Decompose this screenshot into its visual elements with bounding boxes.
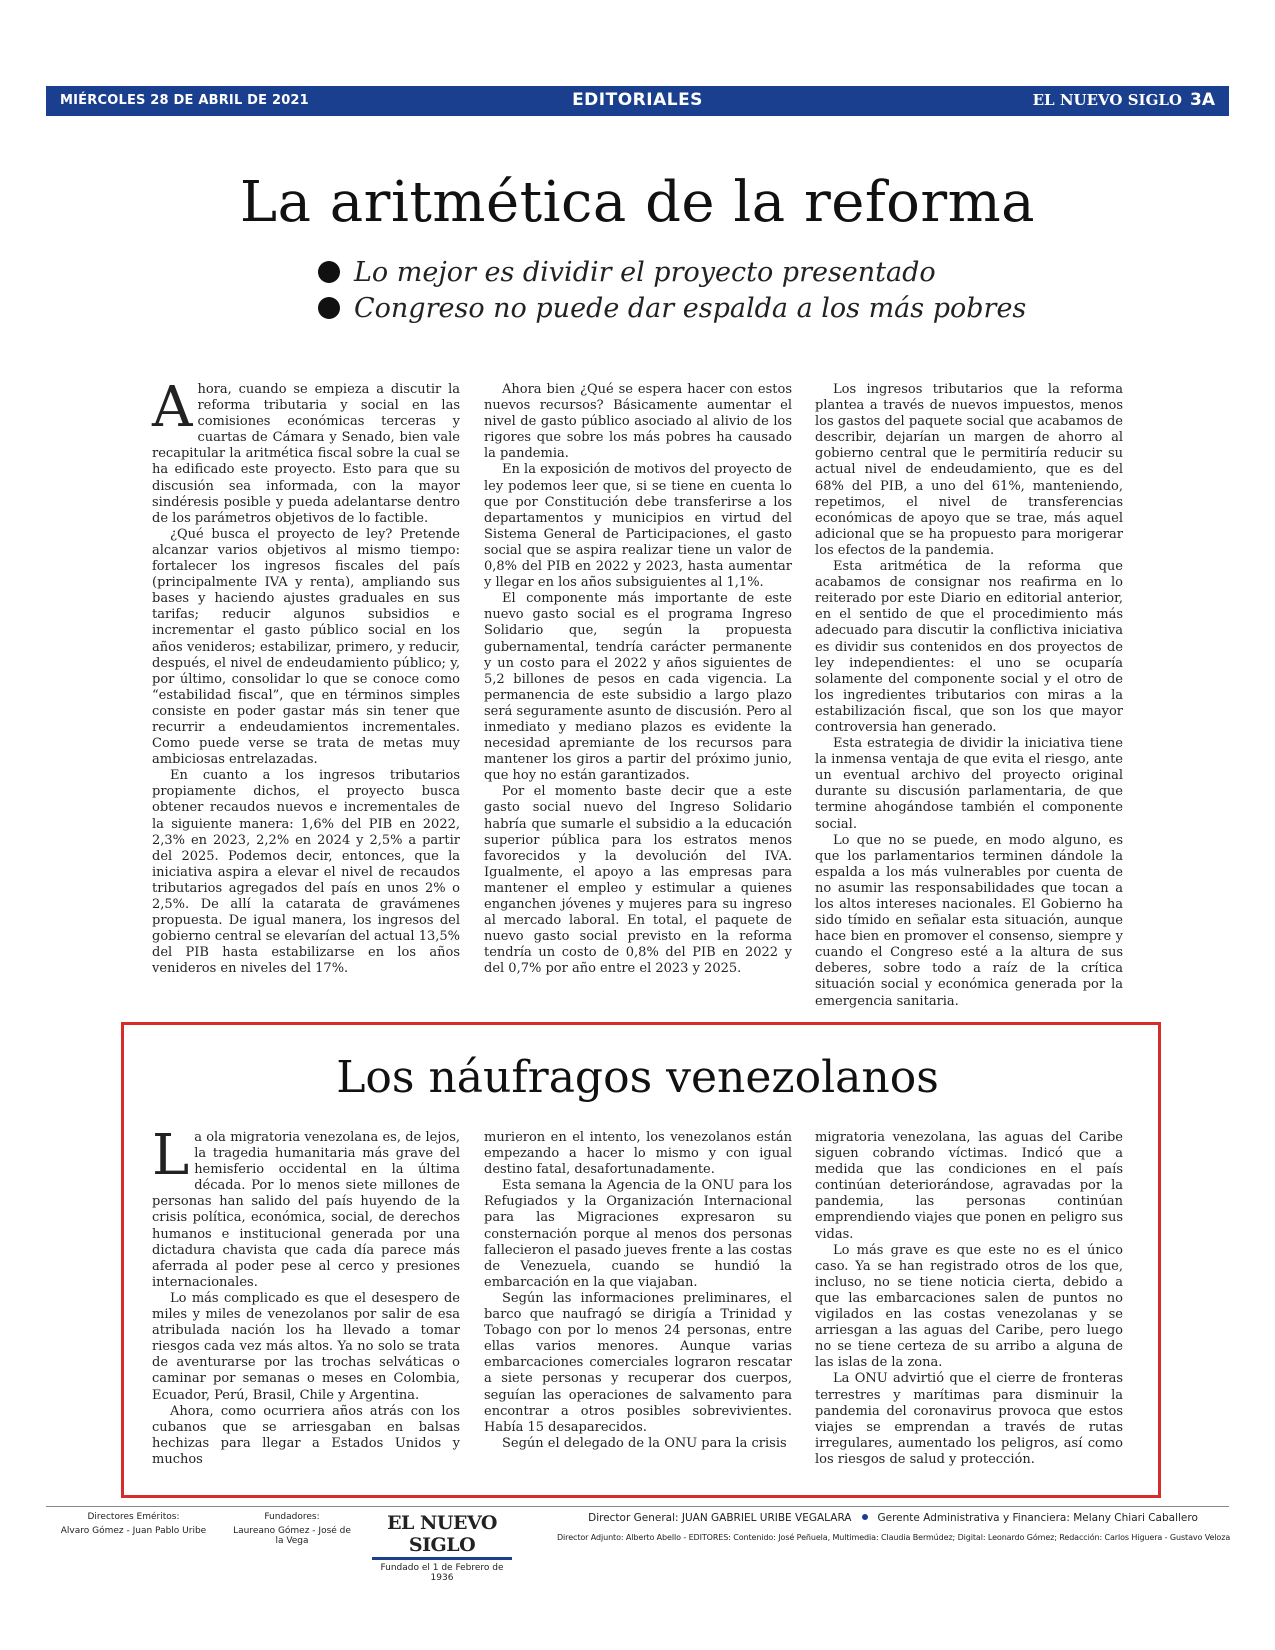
founders-names: Laureano Gómez - José de la Vega	[233, 1526, 351, 1546]
page-number: 3A	[1190, 90, 1215, 110]
paragraph: Según el delegado de la ONU para la crisis	[502, 1435, 787, 1451]
second-editorial-column-3	[815, 1130, 1123, 1468]
paragraph: Ahora bien ¿Qué se espera hacer con estos nuevos recursos? Básicamente aumentar el nivel de gasto público asociado al alivio de los rigores que sobre los más pobres ha causado la pandemia.	[484, 382, 792, 462]
bullet-icon	[318, 261, 340, 283]
paragraph: Según las informaciones preliminares, el barco que naufragó se dirigía a Trinidad y Tobago con por lo menos 24 personas, entre ellas varios menores. Aunque varias embarcaciones comerciales lograron rescatar a siete personas y recuperar dos cuerpos, seguían las operaciones de salvamento para encontrar a otros posibles sobrevivientes. Había 15 desaparecidos.	[484, 1290, 792, 1435]
paragraph: Lo que no se puede, en modo alguno, es que los parlamentarios terminen dándole la espalda a los más vulnerables por cuenta de no asumir las responsabilidades que tocan a los altos intereses nacionales. El Gobierno ha sido tímido en señalar esta situación, aunque hace bien en promover el consenso, siempre y cuando el Congreso esté a la altura de sus deberes, sobre todo a raíz de la crítica situación social y económica generada por la emergencia sanitaria.	[815, 832, 1123, 1009]
separator-dot-icon	[862, 1514, 868, 1520]
footer-staff	[557, 1512, 1229, 1542]
management-line	[557, 1512, 1229, 1524]
footer-divider	[46, 1506, 1229, 1507]
gerente: Gerente Administrativa y Financiera: Melany Chiari Caballero	[877, 1512, 1198, 1524]
masthead-brand	[1033, 90, 1215, 110]
paragraph: La ONU advirtió que el cierre de fronteras terrestres y marítimas para disminuir la pandemia del coronavirus provoca que estos viajes se emprendan a través de rutas irregulares, aumentado los peligros, así como los riesgos de salud y protección.	[815, 1371, 1123, 1467]
paragraph: migratoria venezolana, las aguas del Caribe siguen cobrando víctimas. Indicó que a medida que las condiciones en el país continúan deteriorándose, agravadas por la pandemia, las personas continúan emprendiendo viajes que ponen en peligro sus vidas.	[815, 1130, 1123, 1242]
second-editorial-column-2	[484, 1130, 792, 1452]
paragraph: murieron en el intento, los venezolanos están empezando a hacer lo mismo y con igual destino fatal, desafortunadamente.	[484, 1130, 792, 1178]
paragraph: En cuanto a los ingresos tributarios propiamente dichos, el proyecto busca obtener recaudos nuevos e incrementales de la siguiente manera: 1,6% del PIB en 2022, 2,3% en 2023, 2,2% en 2024 y 2,5% a partir del 2025. Podemos decir, entonces, que la iniciativa aspira a elevar el nivel de recaudos tributarios agregados del país en unos 2% o 2,5%. De allí la catarata de gravámenes propuesta. De igual manera, los ingresos del gobierno central se elevarían del actual 13,5% del PIB hasta estabilizarse en los años venideros en niveles del 17%.	[152, 768, 460, 977]
founded-date: Fundado el 1 de Febrero de 1936	[380, 1563, 504, 1583]
paragraph: Lo más complicado es que el desespero de miles y miles de venezolanos por salir de esa atribulada nación los ha llevado a tomar riesgos cada vez más altos. Ya no solo se trata de aventurarse por las trochas selváticas o caminar por semanas o meses en Colombia, Ecuador, Perú, Brasil, Chile y Argentina.	[152, 1290, 460, 1403]
emeritus-label: Directores Eméritos:	[87, 1512, 180, 1522]
bullet-icon	[318, 297, 340, 319]
founders-label: Fundadores:	[264, 1512, 320, 1522]
paragraph: Los ingresos tributarios que la reforma plantea a través de nuevos impuestos, menos los gastos del paquete social que acabamos de describir, dejarían un margen de ahorro al gobierno central que le permitiría reducir su actual nivel de endeudamiento, que es del 68% del PIB, a uno del 61%, manteniendo, repetimos, el nivel de transferencias económicas de apoyo que se trae, más aquel adicional que se ha propuesto para morigerar los efectos de la pandemia.	[815, 382, 1123, 558]
paragraph: El componente más importante de este nuevo gasto social es el programa Ingreso Solidario que, según la propuesta gubernamental, tendría carácter permanente y un costo para el 2022 y años siguientes de 5,2 billones de pesos en cada vigencia. La permanencia de este subsidio a largo plazo será seguramente asunto de discusión. Pero al inmediato y mediano plazos es evidente la necesidad apremiante de los recursos para mantener los giros a partir del próximo junio, que hoy no están garantizados.	[484, 591, 792, 784]
paragraph: Por el momento baste decir que a este gasto social nuevo del Ingreso Solidario habría que sumarle el subsidio a la educación superior pública para los estratos menos favorecidos y la devolución del IVA. Igualmente, el apoyo a las empresas para mantener el empleo y estimular a quienes enganchen jóvenes y mujeres para su ingreso al mercado laboral. En total, el paquete de nuevo gasto social previsto en la reforma tendría un costo de 0,8% del PIB en 2022 y del 0,7% por año entre el 2023 y 2025.	[484, 784, 792, 977]
paragraph: Esta estrategia de dividir la iniciativa tiene la inmensa ventaja de que evita el riesgo, ante un eventual archivo del proyecto original durante su discusión parlamentaria, de que termine ahogándose también el componente social.	[815, 736, 1123, 832]
paragraph: Ahora, como ocurriera años atrás con los cubanos que se arriesgaban en balsas hechizas para llegar a Estados Unidos y muchos	[152, 1403, 460, 1467]
subhead-item	[318, 255, 1018, 291]
paragraph: Esta semana la Agencia de la ONU para los Refugiados y la Organización Internacional para las Migraciones expresaron su consternación porque al menos dos personas fallecieron el pasado jueves frente a las costas de Venezuela, cuando se hundió la embarcación en la que viajaban.	[484, 1178, 792, 1290]
paragraph: Lo más grave es que este no es el único caso. Ya se han registrado otros de los que, incluso, no se tiene noticia cierta, debido a que las embarcaciones salen de puntos no vigilados en las costas venezolanas y se arriesgan a las aguas del Caribe, pero luego no se tiene certeza de su arribo a alguna de las islas de la zona.	[815, 1242, 1123, 1371]
editorial-column-1	[152, 375, 460, 977]
paragraph: a ola migratoria venezolana es, de lejos, la tragedia humanitaria más grave del hemisferio occidental en la última década. Por lo menos siete millones de personas han salido del país huyendo de la crisis política, económica, social, de derechos humanos e institucional generada por una dictadura chavista que cada día parece más aferrada al poder pese al cerco y presiones internacionales.	[152, 1130, 460, 1290]
subhead-text: Lo mejor es dividir el proyecto presentado	[354, 257, 936, 288]
editorial-subheads	[318, 255, 1027, 327]
editorial-column-2	[484, 382, 792, 977]
paragraph: ¿Qué busca el proyecto de ley? Pretende alcanzar varios objetivos al mismo tiempo: fortalecer los ingresos fiscales del país (principalmente IVA y renta), ampliando sus bases y haciendo ajustes graduales en sus tarifas; reducir algunos subsidios e incrementar el gasto público social en los años venideros; estabilizar, primero, y reducir, después, el nivel de endeudamiento público; y, por último, consolidar lo que se conoce como “estabilidad fiscal”, que en términos simples consiste en poder gastar más sin tener que recurrir a endeudamientos incrementales. Como puede verse se trata de metas muy ambiciosas entrelazadas.	[152, 526, 460, 768]
newspaper-logo: EL NUEVO SIGLO	[372, 1512, 512, 1560]
issue-date: MIÉRCOLES 28 DE ABRIL DE 2021	[60, 93, 309, 108]
footer-emeritus	[46, 1512, 221, 1536]
brand-name: EL NUEVO SIGLO	[1032, 91, 1182, 109]
subhead-text: Congreso no puede dar espalda a los más pobres	[354, 293, 1027, 324]
footer-logo-block	[372, 1512, 512, 1583]
drop-cap: L	[152, 1123, 190, 1188]
editors-line: Director Adjunto: Alberto Abello - EDITORES: Contenido: José Peñuela, Multimedia: Claudia Bermúdez; Digital: Leonardo Gómez; Redacción: Carlos Higuera - Gustavo Veloza	[557, 1533, 1231, 1542]
second-editorial-title: Los náufragos venezolanos	[336, 1052, 939, 1103]
editorial-title: La aritmética de la reforma	[239, 170, 1036, 235]
page-header-bar	[46, 86, 1229, 116]
paragraph: Esta aritmética de la reforma que acabamos de consignar nos reafirma en lo reiterado por este Diario en editorial anterior, en el sentido de que el procedimiento más adecuado para discutir la conflictiva iniciativa es dividir sus contenidos en dos proyectos de ley independientes: el uno se ocuparía solamente del componente social y el otro de los ingredientes tributarios con miras a la estabilización fiscal, que son los que mayor controversia han generado.	[815, 559, 1123, 735]
subhead-item	[318, 291, 1027, 327]
paragraph: hora, cuando se empieza a discutir la reforma tributaria y social en las comisiones económicas terceras y cuartas de Cámara y Senado, bien vale recapitular la aritmética fiscal sobre la cual se ha edificado este proyecto. Esto para que su discusión sea informada, con la mayor sindéresis posible y pueda adelantarse dentro de los parámetros objetivos de lo factible.	[152, 382, 460, 526]
second-editorial-column-1	[152, 1123, 460, 1468]
drop-cap: A	[152, 375, 193, 440]
director-general: Director General: JUAN GABRIEL URIBE VEGALARA	[588, 1512, 852, 1524]
section-name: EDITORIALES	[572, 90, 703, 110]
editorial-column-3	[815, 382, 1123, 1010]
footer-founders	[232, 1512, 352, 1546]
emeritus-names: Alvaro Gómez - Juan Pablo Uribe	[60, 1526, 207, 1536]
paragraph: En la exposición de motivos del proyecto de ley podemos leer que, si se tiene en cuenta lo que por Constitución debe transferirse a los departamentos y municipios en virtud del Sistema General de Participaciones, el gasto social que se aspira realizar tiene un valor de 0,8% del PIB en 2022 y 2023, hasta aumentar y llegar en los años subsiguientes al 1,1%.	[484, 462, 792, 591]
